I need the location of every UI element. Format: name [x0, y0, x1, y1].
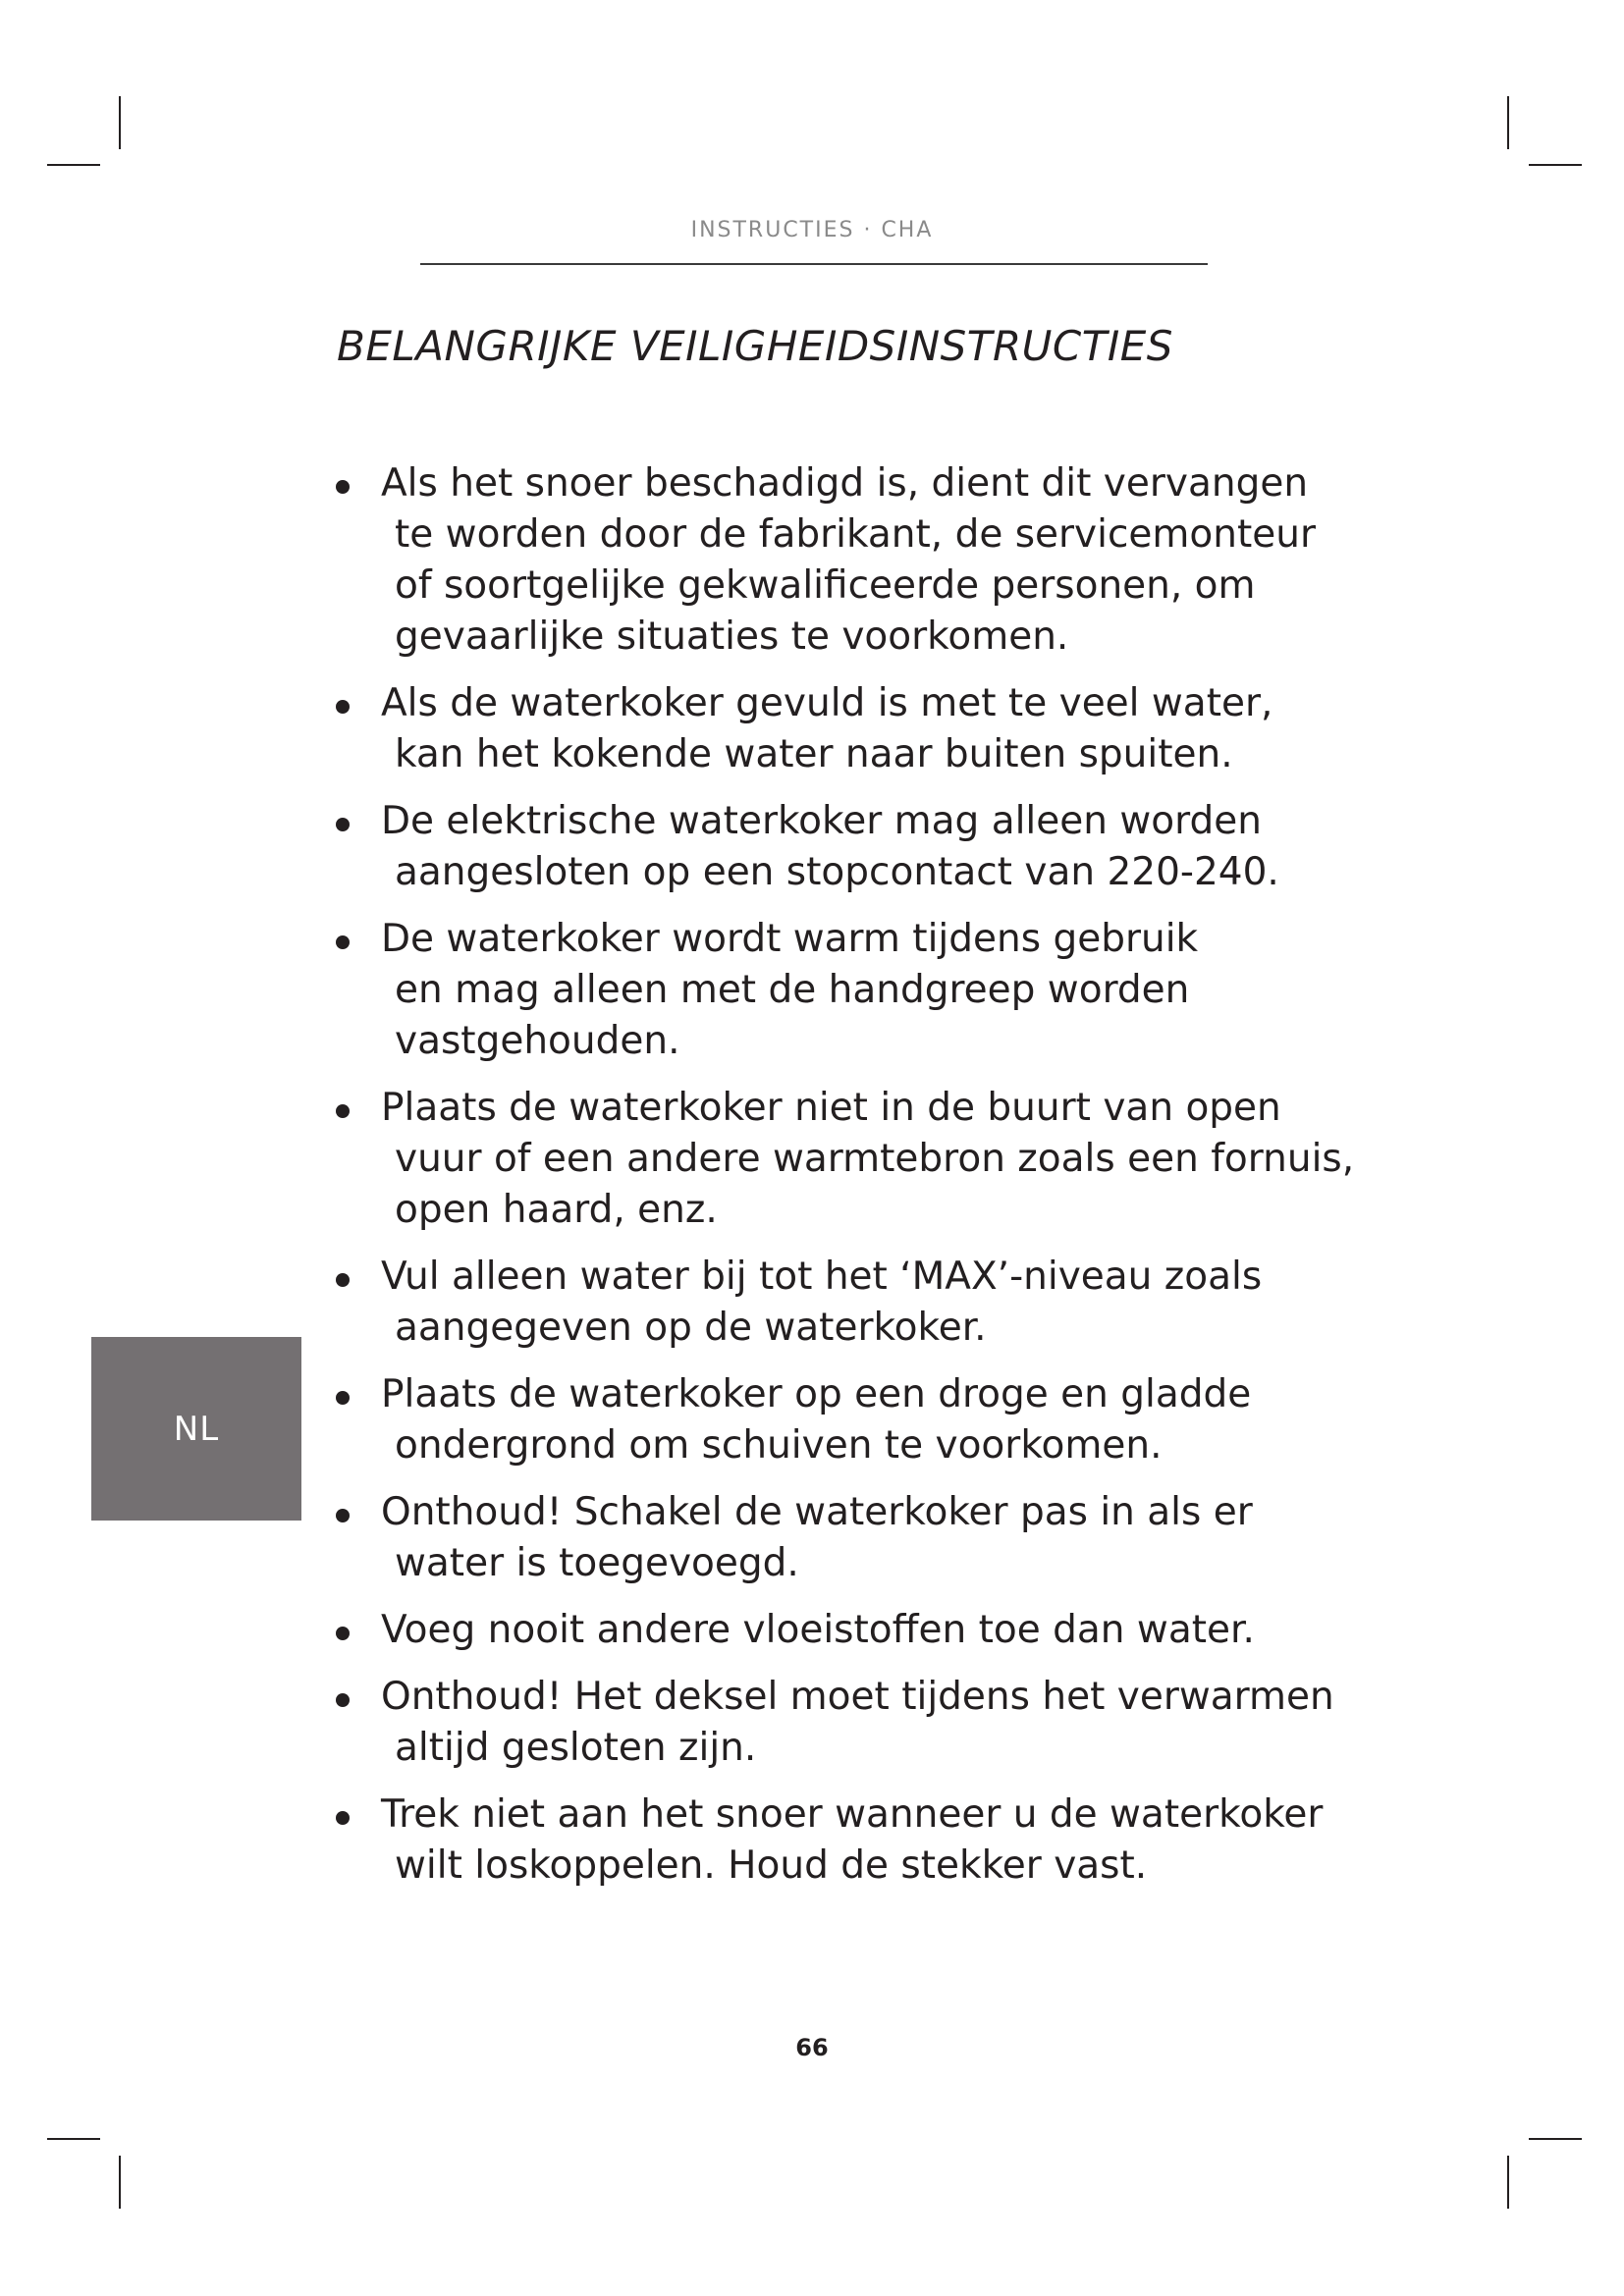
- instruction-line: water is toegevoegd.: [395, 1541, 799, 1585]
- instruction-line: en mag alleen met de handgreep worden: [395, 968, 1190, 1012]
- bullet-icon: [336, 1627, 350, 1640]
- crop-mark-top-right-vertical: [1507, 96, 1509, 149]
- list-item: [332, 1369, 1412, 1471]
- instruction-line: gevaarlijke situaties te voorkomen.: [395, 614, 1069, 659]
- list-item: [332, 678, 1412, 780]
- page-title: BELANGRIJKE VEILIGHEIDSINSTRUCTIES: [337, 322, 1173, 370]
- instruction-line: vuur of een andere warmtebron zoals een fornuis,: [395, 1137, 1355, 1181]
- bullet-icon: [336, 1509, 350, 1522]
- crop-mark-bottom-left-horizontal: [47, 2138, 100, 2140]
- bullet-icon: [336, 1273, 350, 1287]
- instruction-line: Onthoud! Het deksel moet tijdens het verwarmen: [381, 1675, 1334, 1719]
- instruction-line: vastgehouden.: [395, 1019, 680, 1063]
- instruction-line: De elektrische waterkoker mag alleen worden: [381, 799, 1262, 843]
- bullet-icon: [336, 1104, 350, 1118]
- instruction-line: ondergrond om schuiven te voorkomen.: [395, 1423, 1163, 1468]
- instruction-line: altijd gesloten zijn.: [395, 1726, 757, 1770]
- crop-mark-top-left-vertical: [119, 96, 121, 149]
- bullet-icon: [336, 1811, 350, 1825]
- instruction-line: Vul alleen water bij tot het ‘MAX’-niveau zoals: [381, 1255, 1263, 1299]
- language-tab-label: NL: [173, 1409, 220, 1449]
- instruction-line: te worden door de fabrikant, de servicemonteur: [395, 512, 1317, 557]
- bullet-icon: [336, 1693, 350, 1707]
- safety-instruction-list: [332, 458, 1412, 1907]
- bullet-icon: [336, 935, 350, 949]
- instruction-line: Voeg nooit andere vloeistoffen toe dan water.: [381, 1608, 1255, 1652]
- instruction-line: De waterkoker wordt warm tijdens gebruik: [381, 917, 1199, 961]
- instruction-line: Onthoud! Schakel de waterkoker pas in als er: [381, 1490, 1253, 1534]
- list-item: [332, 1605, 1412, 1656]
- instruction-line: wilt loskoppelen. Houd de stekker vast.: [395, 1843, 1148, 1888]
- header-divider: [420, 263, 1208, 265]
- crop-mark-bottom-left-vertical: [119, 2156, 121, 2209]
- list-item: [332, 1672, 1412, 1774]
- crop-mark-bottom-right-horizontal: [1529, 2138, 1582, 2140]
- instruction-line: kan het kokende water naar buiten spuiten.: [395, 732, 1233, 776]
- list-item: [332, 1789, 1412, 1892]
- instruction-line: Als het snoer beschadigd is, dient dit vervangen: [381, 461, 1309, 506]
- list-item: [332, 1252, 1412, 1354]
- instruction-line: aangesloten op een stopcontact van 220-240.: [395, 850, 1279, 894]
- list-item: [332, 1487, 1412, 1589]
- list-item: [332, 914, 1412, 1067]
- page-number: 66: [795, 2034, 829, 2061]
- instruction-line: Plaats de waterkoker op een droge en gladde: [381, 1372, 1252, 1416]
- instruction-line: Plaats de waterkoker niet in de buurt van open: [381, 1086, 1281, 1130]
- list-item: [332, 1083, 1412, 1236]
- instruction-line: Trek niet aan het snoer wanneer u de waterkoker: [381, 1792, 1324, 1837]
- instruction-line: aangegeven op de waterkoker.: [395, 1306, 987, 1350]
- crop-mark-top-left-horizontal: [47, 164, 100, 166]
- instruction-line: open haard, enz.: [395, 1188, 718, 1232]
- bullet-icon: [336, 480, 350, 494]
- bullet-icon: [336, 818, 350, 831]
- bullet-icon: [336, 1391, 350, 1405]
- crop-mark-top-right-horizontal: [1529, 164, 1582, 166]
- list-item: [332, 458, 1412, 663]
- language-tab: [91, 1337, 301, 1521]
- running-header: INSTRUCTIES · CHA: [690, 218, 934, 242]
- instruction-line: Als de waterkoker gevuld is met te veel water,: [381, 681, 1273, 725]
- instruction-line: of soortgelijke gekwalificeerde personen, om: [395, 563, 1256, 608]
- bullet-icon: [336, 700, 350, 714]
- crop-mark-bottom-right-vertical: [1507, 2156, 1509, 2209]
- list-item: [332, 796, 1412, 898]
